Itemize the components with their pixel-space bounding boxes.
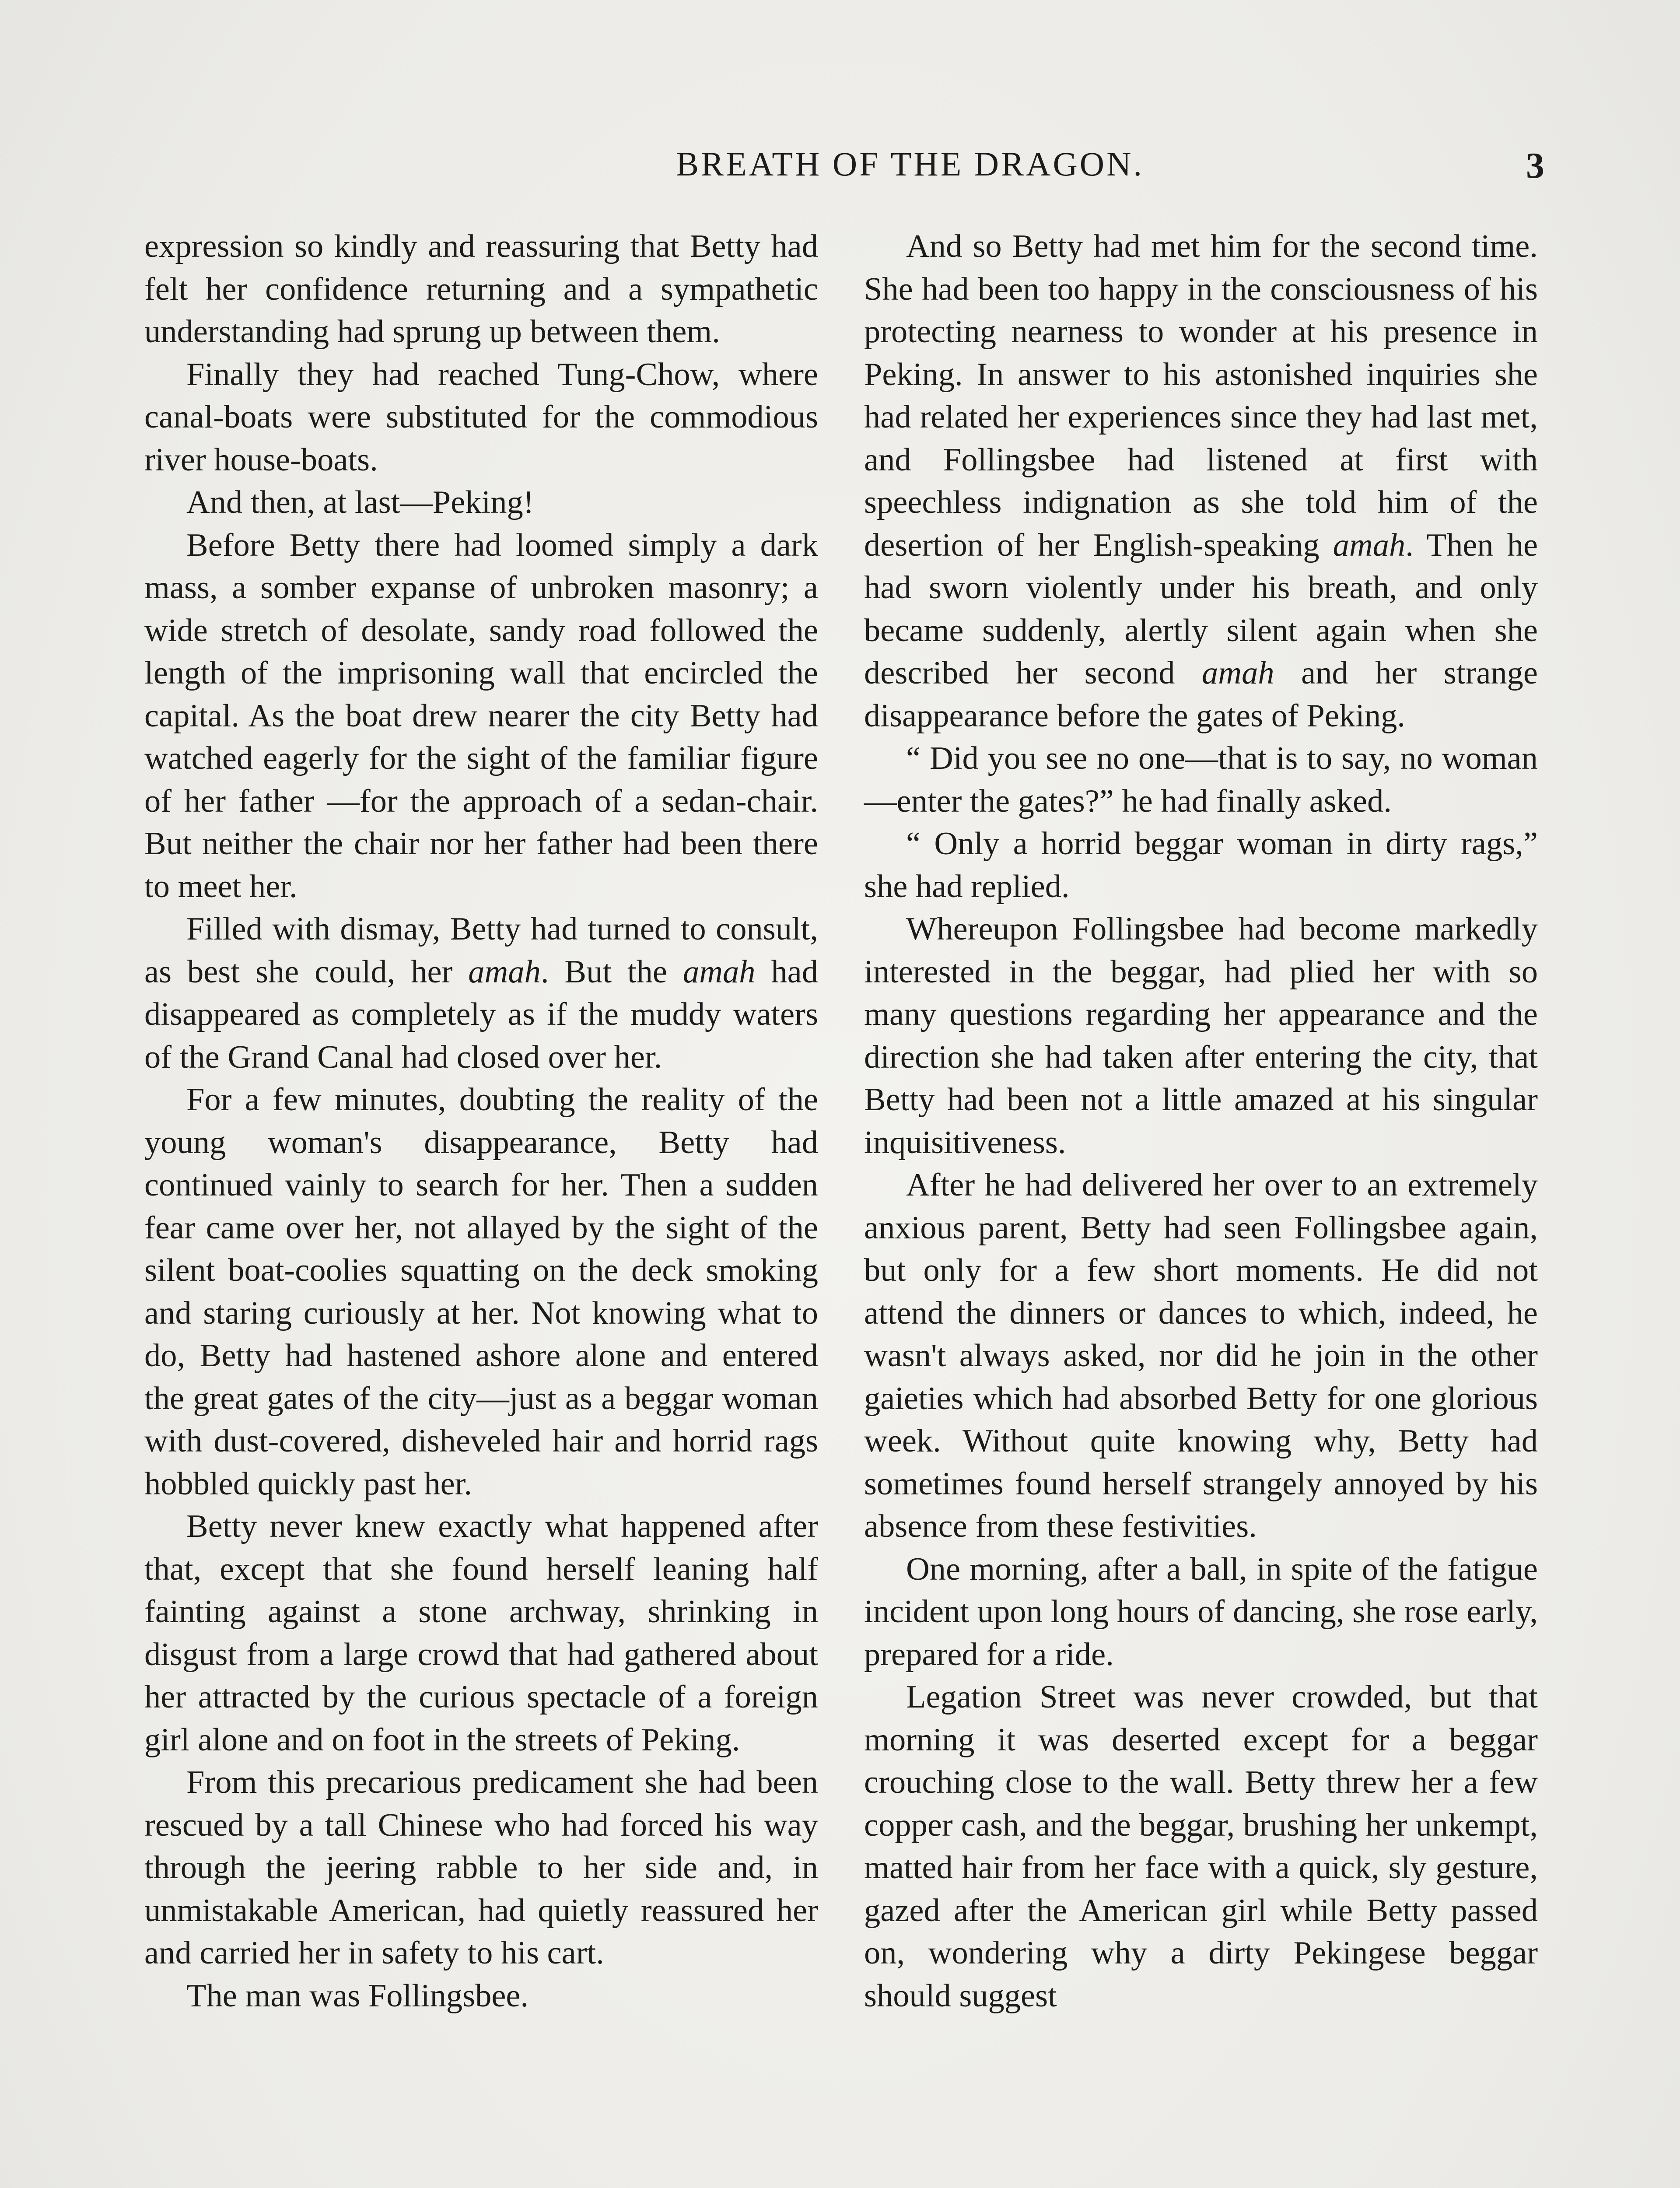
paragraph: From this precarious predicament she had been rescued by a tall Chinese who had forced his way through the jeering rabble to her side and, in unmistakable American, had quietly reassured her and carried her in safety to his cart.: [144, 1764, 818, 1971]
page-number: 3: [1526, 145, 1544, 186]
italic-word: amah: [468, 954, 541, 990]
paragraph: After he had delivered her over to an extremely anxious parent, Betty had seen Follingsbee again, but only for a few short moments. He did not attend the dinners or dances to which, indeed, he wasn't always asked, nor did he join in the other gaieties which had absorbed Betty for one glorious week. Without quite knowing why, Betty had sometimes found herself strangely annoyed by his absence from these festivities.: [864, 1167, 1538, 1544]
paragraph: expression so kindly and reassuring that Betty had felt her confidence returning and a sympathetic understanding had sprung up between them.: [144, 228, 818, 350]
left-column: [144, 225, 818, 2017]
paragraph: “ Did you see no one—that is to say, no woman—enter the gates?” he had finally asked.: [864, 740, 1538, 819]
italic-word: amah: [1333, 527, 1406, 563]
italic-word: amah: [1202, 655, 1274, 691]
italic-word: amah: [682, 954, 756, 990]
paragraph: For a few minutes, doubting the reality of the young woman's disappearance, Betty had continued vainly to search for her. Then a sudden fear came over her, not allayed by the sight of the silent boat-coolies squatting on the deck smoking and staring curiously at her. Not knowing what to do, Betty had hastened ashore alone and entered the great gates of the city—just as a beggar woman with dust-covered, disheveled hair and horrid rags hobbled quickly past her.: [144, 1082, 818, 1502]
paragraph: And then, at last—Peking!: [186, 484, 534, 520]
running-header: [131, 144, 1544, 197]
paragraph: “ Only a horrid beggar woman in dirty rags,” she had replied.: [864, 826, 1538, 905]
paragraph: The man was Follingsbee.: [186, 1978, 529, 2014]
paragraph: Betty never knew exactly what happened after that, except that she found herself leaning half fainting against a stone archway, shrinking in disgust from a large crowd that had gathered about her attracted by the curious spectacle of a foreign girl alone and on foot in the streets of Peking.: [144, 1508, 818, 1758]
paragraph: Finally they had reached Tung-Chow, where canal-boats were substituted for the commodious river house-boats.: [144, 356, 818, 478]
paragraph: Legation Street was never crowded, but that morning it was deserted except for a beggar crouching close to the wall. Betty threw her a few copper cash, and the beggar, brushing her unkempt, matted hair from her face with a quick, sly gesture, gazed after the American girl while Betty passed on, wondering why a dirty Pekingese beggar should suggest: [864, 1679, 1538, 2014]
running-title: BREATH OF THE DRAGON.: [676, 145, 1144, 183]
paragraph: And so Betty had met him for the second time. She had been too happy in the consciousness of his protecting nearness to wonder at his presence in Peking. In answer to his astonished inquiries she had related her experiences since they had last met, and Follingsbee had listened at first with speechless indignation as she told him of the desertion of her English-speaking amah. Then he had sworn violently under his breath, and only became suddenly, alertly silent again when she described her second amah and her strange disappearance before the gates of Peking.: [864, 228, 1538, 734]
paragraph: Before Betty there had loomed simply a dark mass, a somber expanse of unbroken masonry; a wide stretch of desolate, sandy road followed the length of the imprisoning wall that encircled the capital. As the boat drew nearer the city Betty had watched eagerly for the sight of the familiar figure of her father —for the approach of a sedan-chair. But neither the chair nor her father had been there to meet her.: [144, 527, 818, 905]
paragraph: Whereupon Follingsbee had become markedly interested in the beggar, had plied her with so many questions regarding her appearance and the direction she had taken after entering the city, that Betty had been not a little amazed at his singular inquisitiveness.: [864, 911, 1538, 1161]
paragraph: Filled with dismay, Betty had turned to consult, as best she could, her amah. But the amah had disappeared as completely as if the muddy waters of the Grand Canal had closed over her.: [144, 911, 818, 1075]
right-column: [864, 225, 1538, 2017]
paragraph: One morning, after a ball, in spite of the fatigue incident upon long hours of dancing, she rose early, prepared for a ride.: [864, 1551, 1538, 1673]
